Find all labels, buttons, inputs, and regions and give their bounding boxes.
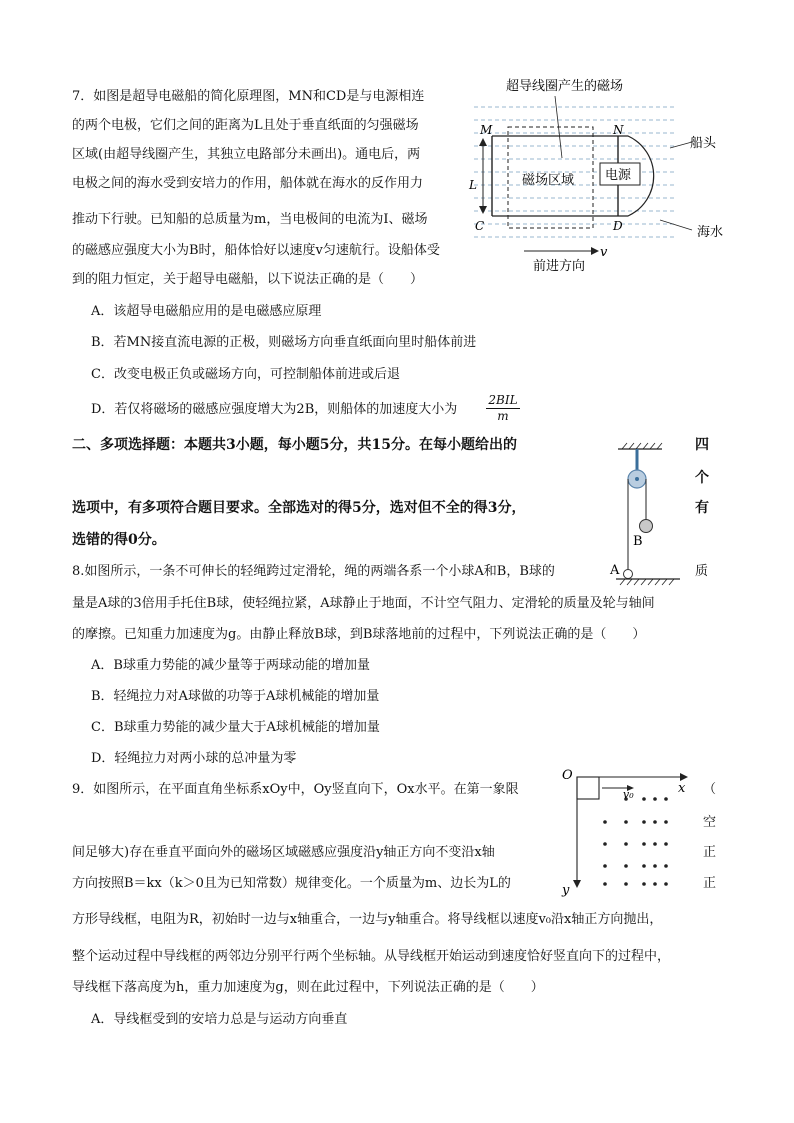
region-label: 磁场区域 xyxy=(522,173,575,188)
q9-line-6: 导线框下落高度为h，重力加速度为g，则在此过程中，下列说法正确的是（ ） xyxy=(72,980,544,995)
ball-a-label: A xyxy=(610,563,620,578)
point-c-label: C xyxy=(475,219,485,233)
q9-line-1: 9．如图所示，在平面直角坐标系xOy中，Oy竖直向下，Ox水平。在第一象限 xyxy=(72,782,519,797)
coil-label: 超导线圈产生的磁场 xyxy=(506,79,624,94)
q9-char-zheng-2: 正 xyxy=(703,876,717,891)
bow-label: 船头 xyxy=(690,136,717,151)
sea-label: 海水 xyxy=(697,225,724,240)
q7-option-c: C．改变电极正负或磁场方向，可控制船体前进或后退 xyxy=(91,367,400,382)
x-axis-label: x xyxy=(678,781,686,796)
q8-line-1: 8.如图所示，一条不可伸长的轻绳跨过定滑轮，绳的两端各系一个小球A和B，B球的 xyxy=(72,564,555,579)
section2-line-2: 选项中，有多项符合题目要求。全部选对的得5分，选对但不全的得3分， xyxy=(72,500,526,516)
length-label: L xyxy=(469,178,477,192)
q7-option-a: A．该超导电磁船应用的是电磁感应原理 xyxy=(91,304,322,319)
power-label: 电源 xyxy=(605,168,632,183)
fraction-numerator: 2BIL xyxy=(486,393,520,409)
q8-line-2: 量是A球的3倍用手托住B球，使轻绳拉紧，A球静止于地面，不计空气阻力、定滑轮的质量及轮与轴间 xyxy=(72,596,655,611)
q9-line-2: 间足够大)存在垂直平面向外的磁场区域磁感应强度沿y轴正方向不变沿x轴 xyxy=(72,845,495,860)
q7-line-6: 的磁感应强度大小为B时，船体恰好以速度v匀速航行。设船体受 xyxy=(72,243,440,258)
q7-line-4: 电极之间的海水受到安培力的作用，船体就在海水的反作用力 xyxy=(72,176,424,191)
point-n-label: N xyxy=(613,123,624,137)
q9-line-3: 方向按照B＝kx（k＞0且为已知常数）规律变化。一个质量为m、边长为L的 xyxy=(72,876,511,891)
q8-option-a: A．B球重力势能的减少量等于两球动能的增加量 xyxy=(91,658,370,673)
section2-line-1: 二、多项选择题：本题共3小题，每小题5分，共15分。在每小题给出的 xyxy=(72,437,517,453)
direction-label: 前进方向 xyxy=(533,259,586,274)
q9-line-4: 方形导线框，电阻为R，初始时一边与x轴重合，一边与y轴重合。将导线框以速度v₀沿x轴正方向抛出， xyxy=(72,912,663,927)
q8-line-3: 的摩擦。已知重力加速度为g。由静止释放B球，到B球落地前的过程中，下列说法正确的是（ ） xyxy=(72,627,646,642)
q8-char-zhi: 质 xyxy=(695,564,709,579)
section2-char-si: 四 xyxy=(695,437,709,453)
point-m-label: M xyxy=(480,123,493,137)
q9-option-a: A．导线框受到的安培力总是与运动方向垂直 xyxy=(91,1012,348,1027)
q7-line-5: 推动下行驶。已知船的总质量为m，当电极间的电流为I、磁场 xyxy=(72,212,428,227)
q8-option-c: C．B球重力势能的减少量大于A球机械能的增加量 xyxy=(91,720,380,735)
q9-char-paren: （ xyxy=(703,782,717,797)
velocity-label: v xyxy=(600,245,608,260)
q9-line-5: 整个运动过程中导线框的两邻边分别平行两个坐标轴。从导线框开始运动到速度恰好竖直向下的过程中， xyxy=(72,949,671,964)
q7-line-1: 7．如图是超导电磁船的简化原理图，MN和CD是与电源相连 xyxy=(72,89,425,104)
q8-option-d: D．轻绳拉力对两小球的总冲量为零 xyxy=(91,751,297,766)
section2-char-you: 有 xyxy=(695,500,709,516)
ball-b-label: B xyxy=(633,534,643,549)
y-axis-label: y xyxy=(562,883,570,898)
field-dots xyxy=(603,797,668,886)
origin-label: O xyxy=(562,768,573,783)
square-frame xyxy=(577,777,599,799)
y-axis-arrowhead xyxy=(573,880,581,888)
section2-line-3: 选错的得0分。 xyxy=(72,532,166,548)
section2-char-ge: 个 xyxy=(695,470,709,486)
q7-line-2: 的两个电极，它们之间的距离为L且处于垂直纸面的匀强磁场 xyxy=(72,118,419,133)
q7-line-7: 到的阻力恒定，关于超导电磁船，以下说法正确的是（ ） xyxy=(72,272,424,287)
point-d-label: D xyxy=(613,219,623,233)
q7-option-d: D．若仅将磁场的磁感应强度增大为2B，则船体的加速度大小为 xyxy=(91,402,458,417)
q9-char-kong: 空 xyxy=(703,815,717,830)
fraction-denominator: m xyxy=(497,409,509,423)
q8-option-b: B．轻绳拉力对A球做的功等于A球机械能的增加量 xyxy=(91,689,380,704)
x-axis-arrowhead xyxy=(680,773,688,781)
q7-option-b: B．若MN接直流电源的正极，则磁场方向垂直纸面向里时船体前进 xyxy=(91,335,477,350)
q9-char-zheng-1: 正 xyxy=(703,845,717,860)
v0-label: v₀ xyxy=(623,788,634,801)
q7-line-3: 区域(由超导线圈产生，其独立电路部分未画出)。通电后，两 xyxy=(72,147,421,162)
